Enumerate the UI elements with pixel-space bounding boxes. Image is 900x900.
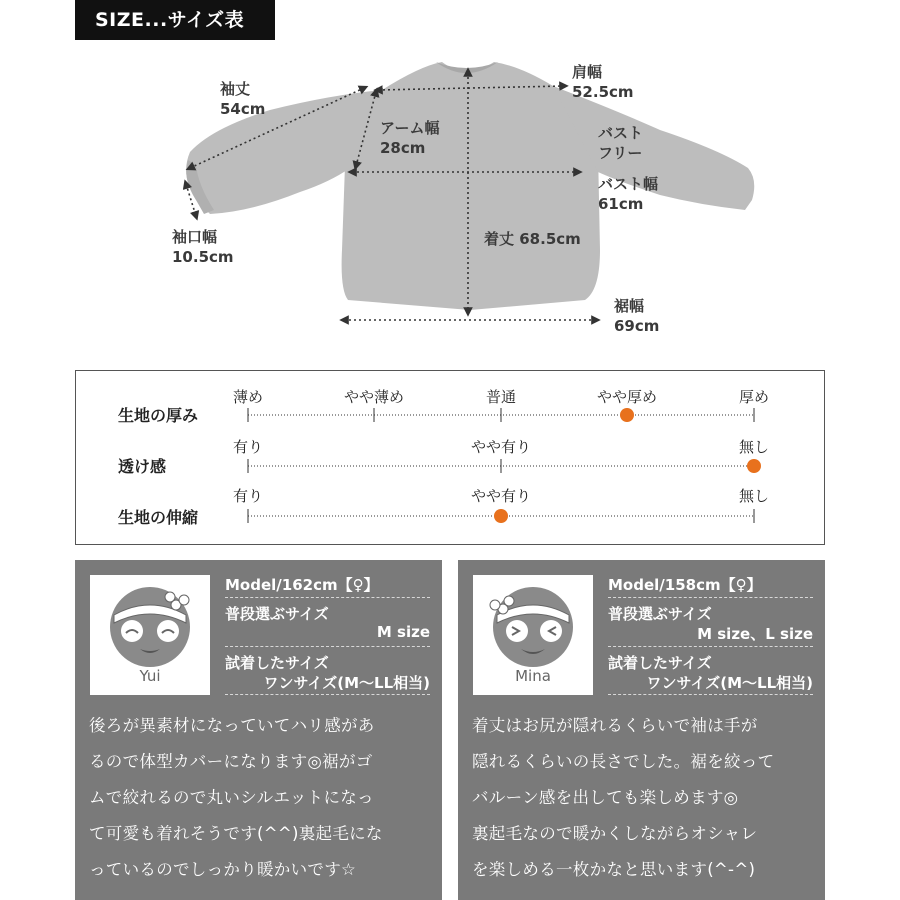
scale-tick: やや薄め (343, 388, 405, 406)
thickness-label: 生地の厚み (118, 406, 199, 425)
tried-size-label: 試着したサイズ (608, 654, 712, 672)
sleeve-length-label: 袖丈 54cm (220, 80, 266, 118)
model-comment: 着丈はお尻が隠れるくらいで袖は手が 隠れるくらいの長さでした。裾を絞って バルーン感を出しても楽しめます◎ 裏起毛なので暖かくしながらオシャレ を楽しめる一枚かなと思います(^-^) (472, 716, 775, 879)
model-comment: 後ろが異素材になっていてハリ感があ るので体型カバーになります◎裾がゴ ムで絞れるので丸いシルエットになっ て可愛も着れそうです(^^)裏起毛にな っているのでしっかり暖かいです☆ (89, 716, 383, 879)
sweatshirt-illustration (0, 40, 900, 350)
stretch-marker (494, 509, 508, 523)
size-chart-title: SIZE...サイズ表 (75, 0, 275, 40)
tried-size-label: 試着したサイズ (225, 654, 329, 672)
arm-width-label: アーム幅 28cm (380, 119, 440, 157)
model-card-yui (75, 560, 442, 900)
usual-size-label: 普段選ぶサイズ (608, 605, 712, 623)
usual-size-value: M size、L size (697, 625, 813, 643)
scale-tick: 有り (232, 487, 264, 505)
transparency-label: 透け感 (118, 457, 167, 476)
scale-tick: 薄め (232, 388, 264, 406)
avatar (473, 575, 593, 695)
usual-size-value: M size (376, 623, 430, 641)
thickness-marker (620, 408, 634, 422)
cuff-width-label: 袖口幅 10.5cm (172, 228, 234, 266)
stretch-label: 生地の伸縮 (118, 508, 199, 527)
hem-width-label: 裾幅 69cm (614, 297, 660, 335)
model-name: Mina (515, 667, 551, 685)
scale-tick: 厚め (738, 388, 770, 406)
scale-tick: やや有り (470, 438, 532, 456)
model-header: Model/162cm【♀】 (225, 576, 379, 594)
scale-tick: やや厚め (596, 388, 658, 406)
shoulder-width-label: 肩幅 52.5cm (572, 63, 634, 101)
model-header: Model/158cm【♀】 (608, 576, 762, 594)
tried-size-value: ワンサイズ(M〜LL相当) (263, 674, 430, 692)
scale-tick: 無し (738, 487, 770, 505)
tried-size-value: ワンサイズ(M〜LL相当) (646, 674, 813, 692)
fabric-properties-box (75, 370, 825, 545)
scale-tick: やや有り (470, 487, 532, 505)
avatar (90, 575, 210, 695)
length-label: 着丈 68.5cm (484, 230, 581, 248)
bust-label: バスト フリー (598, 124, 644, 162)
scale-tick: 無し (738, 438, 770, 456)
scale-tick: 普通 (485, 388, 517, 406)
usual-size-label: 普段選ぶサイズ (225, 605, 329, 623)
model-card-mina (458, 560, 825, 900)
transparency-marker (747, 459, 761, 473)
bust-width-label: バスト幅 61cm (598, 175, 659, 213)
scale-tick: 有り (232, 438, 264, 456)
model-name: Yui (139, 667, 161, 685)
garment-diagram (0, 40, 900, 350)
